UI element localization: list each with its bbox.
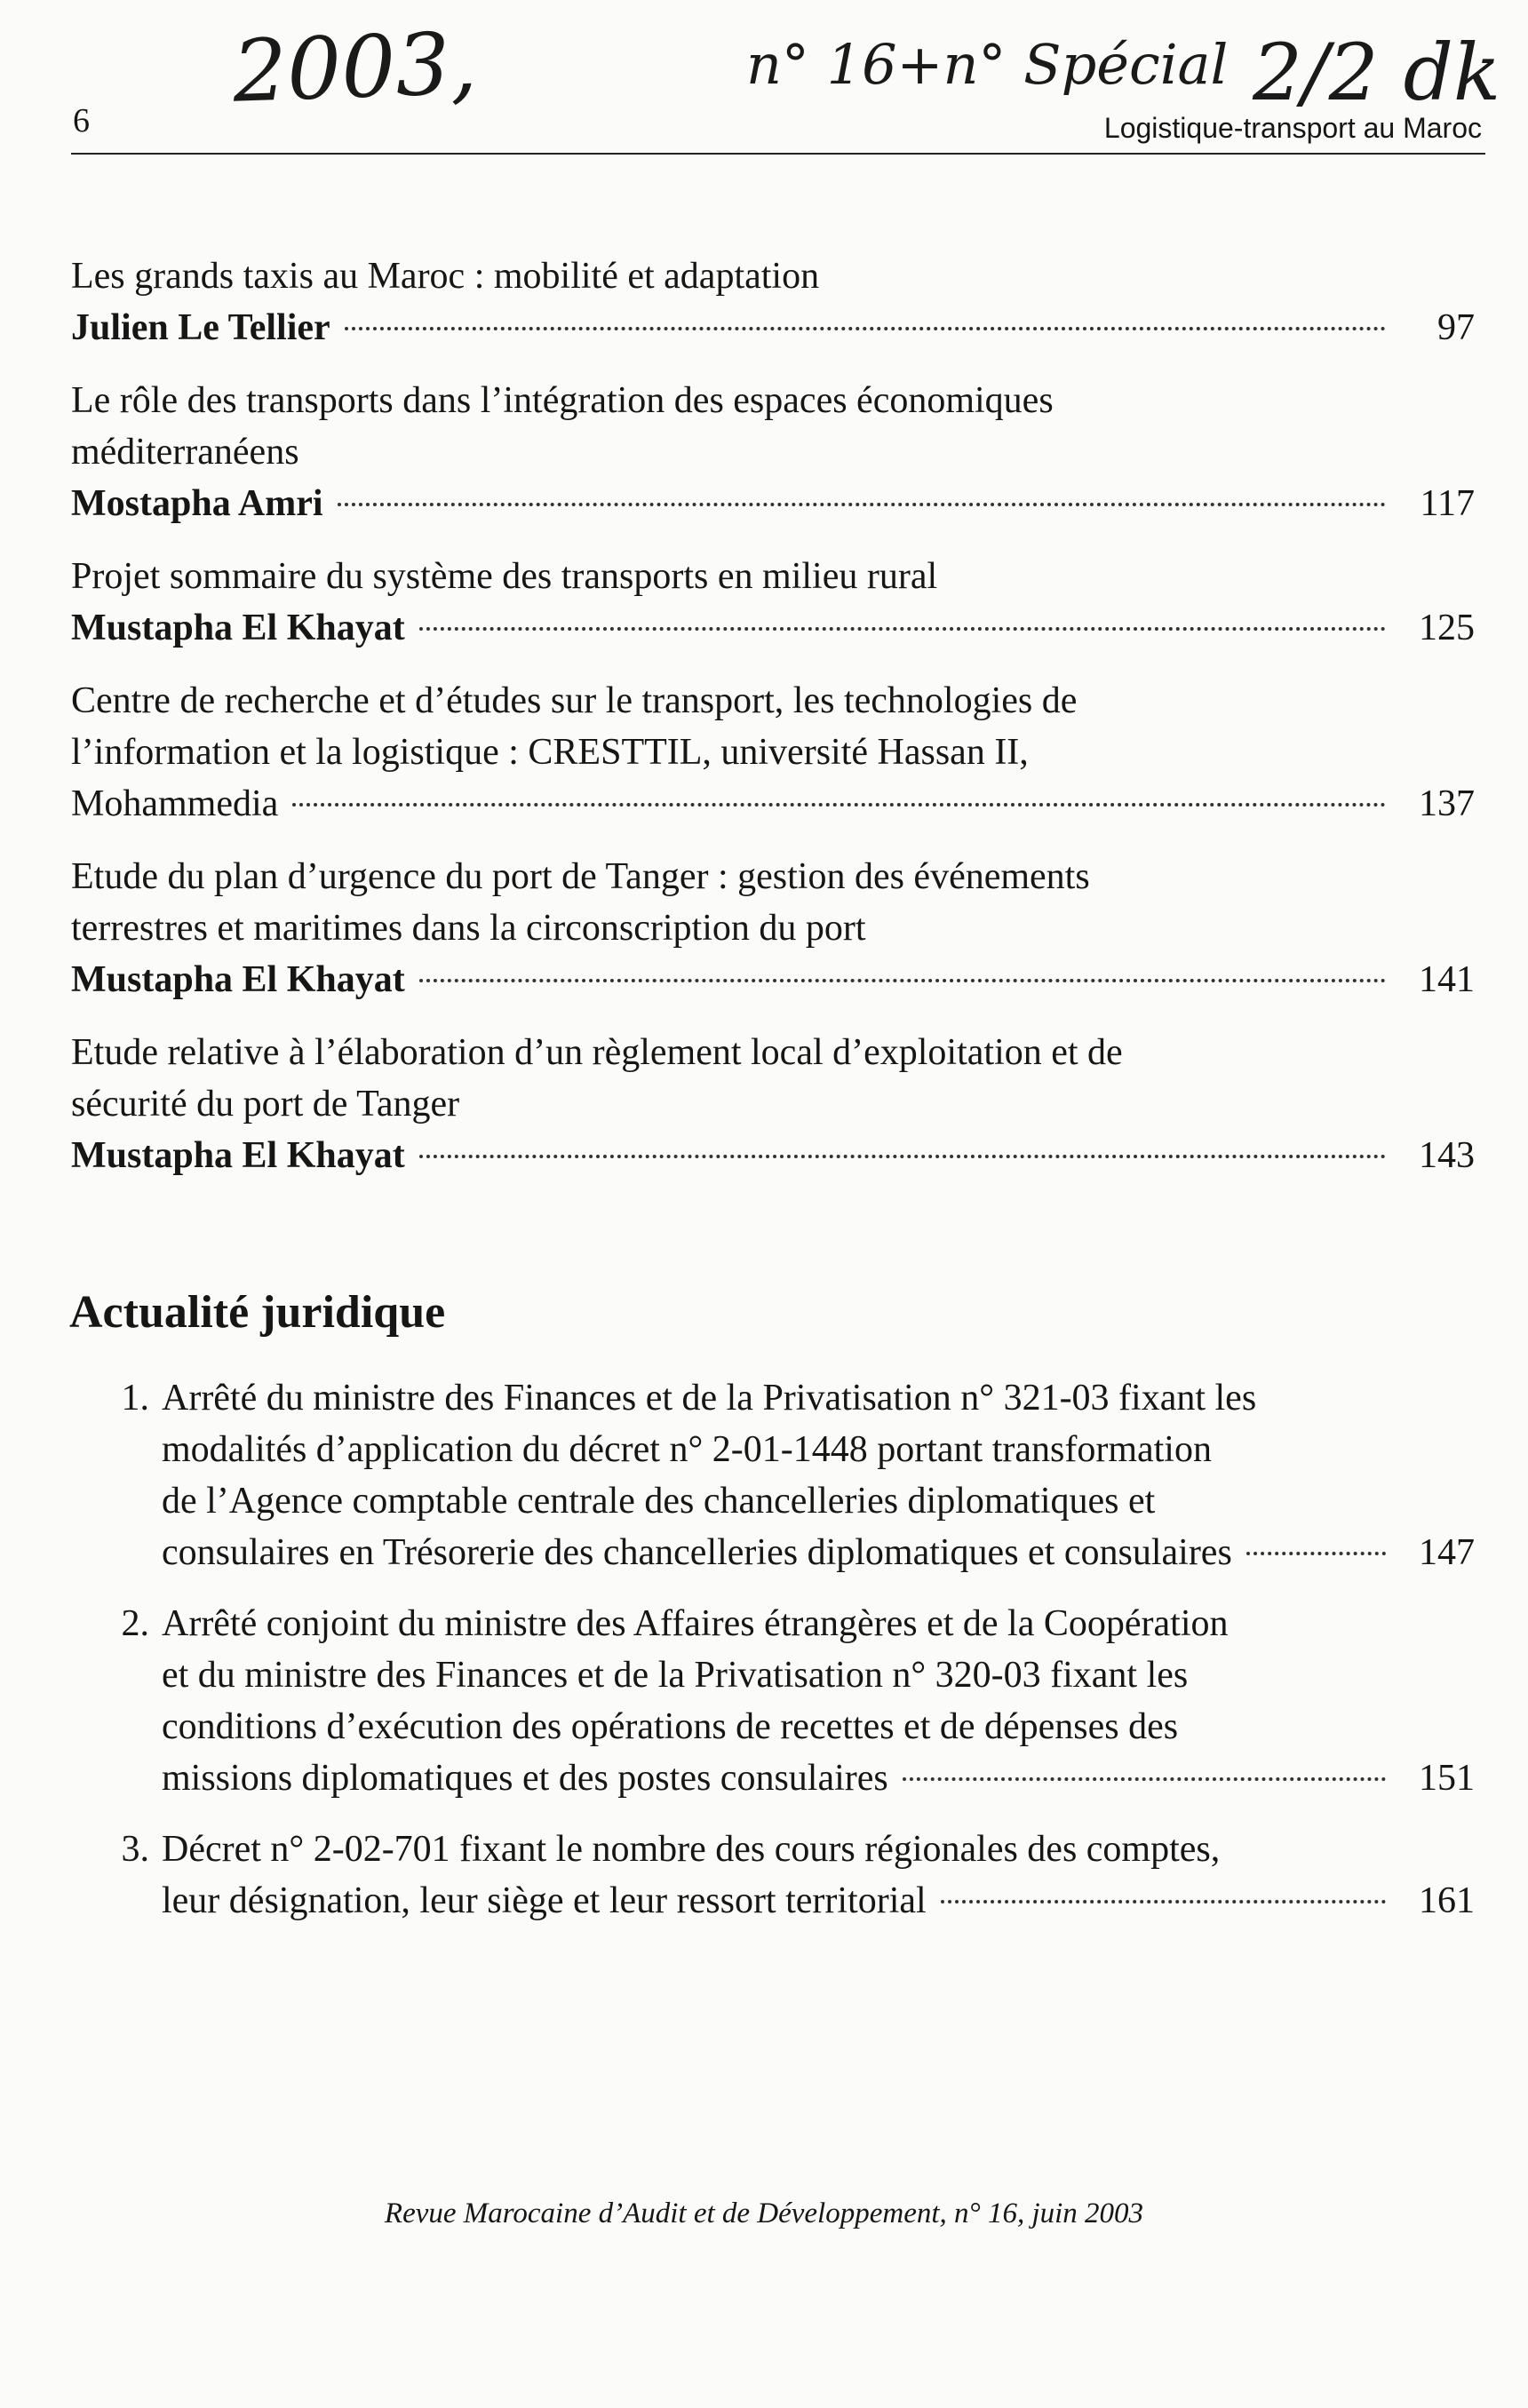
legal-item: [71, 1598, 1475, 1804]
entry-author-row: [71, 1130, 1475, 1181]
entry-page: 117: [1420, 483, 1475, 524]
item-body: [162, 1824, 1475, 1927]
entry-title: Projet sommaire du système des transports en milieu rural: [71, 556, 938, 597]
dot-leader: [419, 1155, 1386, 1158]
entry-title: Le rôle des transports dans l’intégration des espaces économiques: [71, 380, 1054, 421]
entry-author-row: [71, 602, 1475, 654]
item-number: 2.: [121, 1603, 149, 1644]
item-page: 147: [1419, 1532, 1475, 1573]
dot-leader: [419, 979, 1386, 982]
entry-author-row: [71, 478, 1475, 529]
dot-leader: [338, 503, 1387, 506]
entry-author: Mustapha El Khayat: [71, 959, 405, 1000]
item-text: et du ministre des Finances et de la Privatisation n° 320-03 fixant les: [162, 1655, 1189, 1696]
entry-page: 141: [1419, 959, 1475, 1000]
item-number: 3.: [121, 1829, 149, 1870]
entry-author: Mostapha Amri: [71, 483, 323, 524]
dot-leader: [292, 803, 1386, 807]
item-last-row: [162, 1752, 1475, 1804]
toc-entry: [71, 250, 1475, 354]
item-page: 161: [1419, 1880, 1475, 1921]
entry-author: Mustapha El Khayat: [71, 608, 405, 648]
entry-page: 97: [1437, 307, 1475, 348]
item-text: consulaires en Trésorerie des chancelleries diplomatiques et consulaires: [162, 1532, 1232, 1573]
entry-title: Mohammedia: [71, 783, 279, 824]
entry-title: l’information et la logistique : CRESTTIL, université Hassan II,: [71, 732, 1029, 773]
toc-entry: [71, 551, 1475, 654]
handwritten-year: 2003,: [231, 13, 479, 122]
item-text: de l’Agence comptable centrale des chancelleries diplomatiques et: [162, 1481, 1156, 1522]
item-text: Décret n° 2-02-701 fixant le nombre des cours régionales des comptes,: [162, 1829, 1221, 1870]
entry-author-row: [71, 302, 1475, 354]
entry-page: 125: [1419, 608, 1475, 648]
entry-author-row: [71, 954, 1475, 1005]
toc-legal: [71, 1372, 1475, 1927]
running-title: Logistique-transport au Maroc: [1103, 112, 1482, 144]
entry-author: Mustapha El Khayat: [71, 1135, 405, 1176]
journal-footer: Revue Marocaine d’Audit et de Développement, n° 16, juin 2003: [384, 2197, 1144, 2229]
legal-item: [71, 1824, 1475, 1927]
handwritten-part-note: 2/2 dk: [1253, 27, 1501, 118]
entry-page: 137: [1419, 783, 1475, 824]
legal-item: [71, 1372, 1475, 1578]
dot-leader: [903, 1777, 1386, 1781]
item-text: conditions d’exécution des opérations de recettes et de dépenses des: [162, 1706, 1179, 1747]
item-text: modalités d’application du décret n° 2-01-1448 portant transformation: [162, 1429, 1212, 1470]
entry-title: Centre de recherche et d’études sur le transport, les technologies de: [71, 680, 1078, 721]
entry-title: sécurité du port de Tanger: [71, 1084, 460, 1125]
toc-entry: [71, 675, 1475, 830]
item-text: missions diplomatiques et des postes consulaires: [162, 1758, 888, 1799]
item-last-row: [162, 1875, 1475, 1927]
entry-title: terrestres et maritimes dans la circonscription du port: [71, 908, 866, 949]
item-text: Arrêté conjoint du ministre des Affaires étrangères et de la Coopération: [162, 1603, 1229, 1644]
item-number: 1.: [121, 1378, 149, 1419]
dot-leader: [1246, 1552, 1386, 1555]
entry-page: 143: [1419, 1135, 1475, 1176]
entry-title: méditerranéens: [71, 432, 299, 473]
entry-title: Etude relative à l’élaboration d’un règlement local d’exploitation et de: [71, 1032, 1123, 1073]
entry-title: Etude du plan d’urgence du port de Tanger : gestion des événements: [71, 856, 1090, 897]
toc-entry: [71, 1027, 1475, 1181]
item-last-row: [162, 1527, 1475, 1578]
item-body: [162, 1598, 1475, 1804]
dot-leader: [941, 1900, 1386, 1903]
toc-entry: [71, 851, 1475, 1005]
entry-author: Julien Le Tellier: [71, 307, 330, 348]
toc-articles: [71, 250, 1475, 1181]
entry-title: Les grands taxis au Maroc : mobilité et adaptation: [71, 256, 820, 297]
item-body: [162, 1372, 1475, 1578]
dot-leader: [419, 627, 1386, 631]
handwritten-issue-note: n° 16+n° Spécial: [746, 32, 1229, 97]
page-number: 6: [73, 102, 90, 139]
item-text: Arrêté du ministre des Finances et de la Privatisation n° 321-03 fixant les: [162, 1378, 1257, 1419]
entry-last-row: [71, 778, 1475, 830]
item-page: 151: [1419, 1758, 1475, 1799]
header-rule: [71, 153, 1485, 155]
section-heading: Actualité juridique: [69, 1287, 446, 1338]
toc-entry: [71, 375, 1475, 529]
item-text: leur désignation, leur siège et leur ressort territorial: [162, 1880, 927, 1921]
dot-leader: [345, 327, 1386, 330]
